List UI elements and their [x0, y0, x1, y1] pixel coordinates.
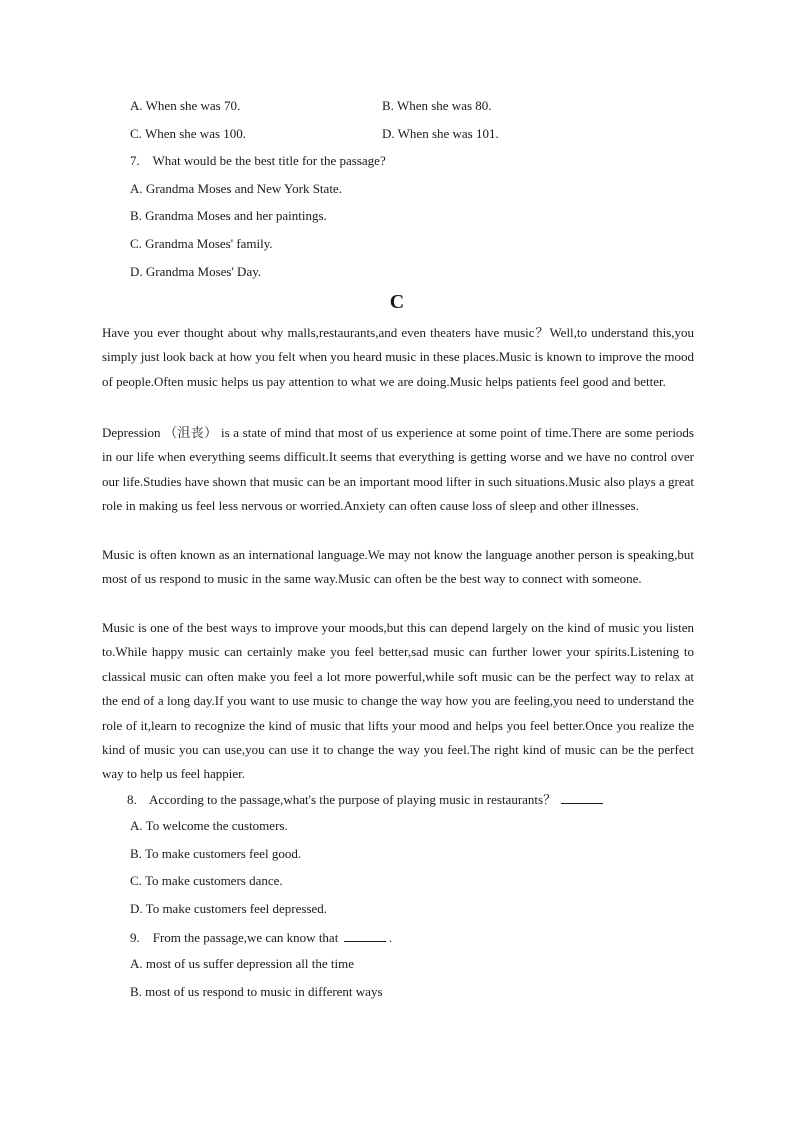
q9-option-b-text: most of us respond to music in different ways	[145, 984, 383, 999]
q7-option-c-letter: C.	[130, 236, 142, 251]
passage-paragraph-3: Music is often known as an international language.We may not know the language another person is speaking,but most of us respond to music in the same way.Music can often be the best way to connect with someone.	[102, 547, 694, 587]
passage-paragraph-4: Music is one of the best ways to improve your moods,but this can depend largely on the kind of music you listen to.While happy music can certainly make you feel better,sad music can further lower your spirits.Listening to classical music can often make you feel a lot more powerful,while soft music can be the perfect way to relax at the end of a long day.If you want to use music to change the way how you are feeling,you need to understand the role of it,learn to recognize the kind of music that lifts your mood and helps you feel better.Once you realize the kind of music you can use,you can use it to change the way you feel.The right kind of music can be the perfect way to help us feel happier.	[102, 620, 694, 782]
q8-option-c-text: To make customers dance.	[144, 873, 283, 888]
q6-option-a-letter: A.	[130, 98, 143, 113]
q8-option-b-text: To make customers feel good.	[144, 846, 302, 861]
q6-option-a[interactable]	[130, 98, 240, 114]
q7-option-b-text: Grandma Moses and her paintings.	[145, 208, 327, 223]
q7-option-a[interactable]	[130, 181, 342, 197]
q6-option-c-letter: C.	[130, 126, 142, 141]
q8-option-a-letter: A.	[130, 818, 143, 833]
section-title: C	[389, 291, 405, 313]
q6-option-a-text: When she was 70.	[145, 98, 241, 113]
q9-stem	[130, 929, 392, 946]
q9-option-b[interactable]	[130, 984, 383, 1000]
q7-option-b-letter: B.	[130, 208, 142, 223]
q7-option-d-letter: D.	[130, 264, 143, 279]
q6-option-b[interactable]	[382, 98, 492, 114]
q8-stem	[127, 791, 603, 808]
q8-option-d-text: To make customers feel depressed.	[145, 901, 328, 916]
q7-option-a-letter: A.	[130, 181, 143, 196]
q6-option-d-letter: D.	[382, 126, 395, 141]
q9-stem-text: From the passage,we can know that	[152, 930, 339, 945]
q9-option-a-letter: A.	[130, 956, 143, 971]
q8-option-c[interactable]	[130, 873, 283, 889]
passage-paragraph-2: Depression （沮丧） is a state of mind that most of us experience at some point of time.There are some periods in our life when everything seems difficult.It seems that everything is getting worse and we have no control over our life.Studies have shown that music can be an important mood lifter in such situations.Music also plays a great role in making us feel less nervous or worried.Anxiety can often cause loss of sleep and other illnesses.	[102, 425, 694, 514]
q9-option-a-text: most of us suffer depression all the time	[145, 956, 354, 971]
q9-number: 9.	[130, 930, 140, 945]
q6-option-c-text: When she was 100.	[144, 126, 247, 141]
q6-option-b-text: When she was 80.	[396, 98, 492, 113]
q9-option-b-letter: B.	[130, 984, 142, 999]
passage-paragraph-1: Have you ever thought about why malls,restaurants,and even theaters have music？Well,to understand this,you simply just look back at how you felt when you heard music in these places.Music is known to improve the mood of people.Often music helps us pay attention to what we are doing.Music helps patients feel good and better.	[102, 325, 694, 389]
q9-option-a[interactable]	[130, 956, 354, 972]
q8-option-b-letter: B.	[130, 846, 142, 861]
q7-option-d[interactable]	[130, 264, 261, 280]
q7-number: 7.	[130, 153, 140, 168]
q6-option-d[interactable]	[382, 126, 499, 142]
q7-option-b[interactable]	[130, 208, 327, 224]
q7-option-c-text: Grandma Moses' family.	[145, 236, 273, 251]
q8-option-d-letter: D.	[130, 901, 143, 916]
q8-answer-blank[interactable]	[561, 791, 603, 804]
q8-option-d[interactable]	[130, 901, 327, 917]
q7-stem	[130, 153, 386, 169]
q6-option-c[interactable]	[130, 126, 246, 142]
q8-option-c-letter: C.	[130, 873, 142, 888]
q8-option-a[interactable]	[130, 818, 288, 834]
q8-number: 8.	[127, 792, 137, 807]
q9-answer-blank[interactable]	[344, 929, 386, 942]
q7-option-d-text: Grandma Moses' Day.	[145, 264, 262, 279]
q7-option-a-text: Grandma Moses and New York State.	[145, 181, 342, 196]
q6-option-b-letter: B.	[382, 98, 394, 113]
q7-stem-text: What would be the best title for the passage?	[152, 153, 386, 168]
q6-option-d-text: When she was 101.	[397, 126, 499, 141]
q9-stem-tail: .	[388, 930, 393, 945]
q8-option-a-text: To welcome the customers.	[145, 818, 288, 833]
q8-stem-text: According to the passage,what's the purpose of playing music in restaurants？	[149, 792, 557, 807]
q8-option-b[interactable]	[130, 846, 301, 862]
q7-option-c[interactable]	[130, 236, 273, 252]
